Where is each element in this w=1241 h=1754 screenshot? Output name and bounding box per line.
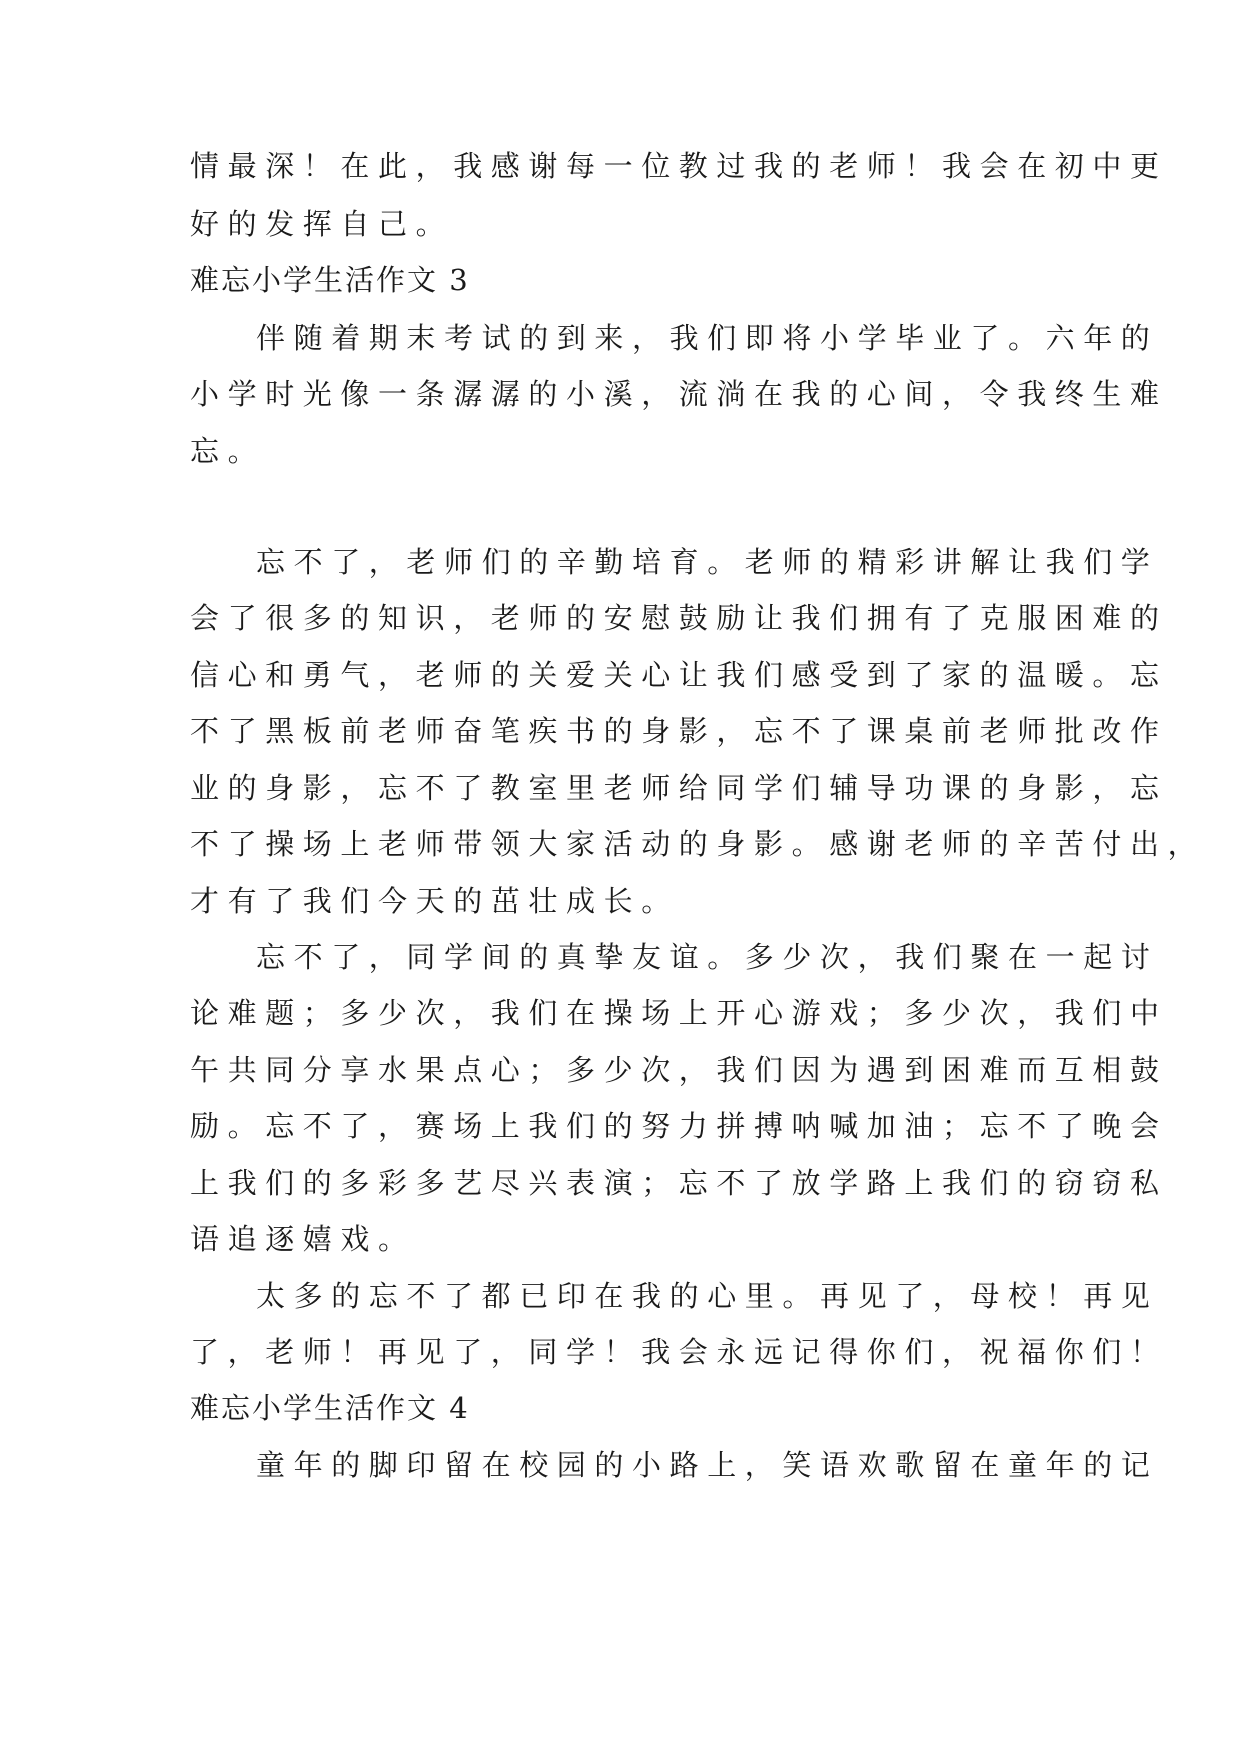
text-line: 好的发挥自己。 bbox=[190, 207, 454, 241]
text-line: 忘。 bbox=[190, 434, 266, 468]
paragraph-start: 伴随着期末考试的到来，我们即将小学毕业了。六年的 bbox=[256, 321, 1159, 355]
text-line: 情最深！在此，我感谢每一位教过我的老师！我会在初中更 bbox=[190, 149, 1168, 183]
paragraph-start: 童年的脚印留在校园的小路上，笑语欢歌留在童年的记 bbox=[256, 1448, 1159, 1482]
text-line: 语追逐嬉戏。 bbox=[190, 1222, 416, 1256]
text-line: 不了黑板前老师奋笔疾书的身影，忘不了课桌前老师批改作 bbox=[190, 714, 1168, 748]
text-line: 业的身影，忘不了教室里老师给同学们辅导功课的身影，忘 bbox=[190, 771, 1168, 805]
paragraph-start: 忘不了，同学间的真挚友谊。多少次，我们聚在一起讨 bbox=[256, 940, 1159, 974]
text-line: 小学时光像一条潺潺的小溪，流淌在我的心间，令我终生难 bbox=[190, 377, 1168, 411]
section-heading-3: 难忘小学生活作文 3 bbox=[190, 263, 470, 297]
text-line: 不了操场上老师带领大家活动的身影。感谢老师的辛苦付出， bbox=[190, 827, 1206, 861]
text-line: 励。忘不了，赛场上我们的努力拼搏呐喊加油；忘不了晚会 bbox=[190, 1109, 1168, 1143]
text-line: 了，老师！再见了，同学！我会永远记得你们，祝福你们！ bbox=[190, 1335, 1168, 1369]
section-heading-4: 难忘小学生活作文 4 bbox=[190, 1391, 470, 1425]
text-line: 午共同分享水果点心；多少次，我们因为遇到困难而互相鼓 bbox=[190, 1053, 1168, 1087]
text-line: 上我们的多彩多艺尽兴表演；忘不了放学路上我们的窃窃私 bbox=[190, 1166, 1168, 1200]
text-line: 信心和勇气，老师的关爱关心让我们感受到了家的温暖。忘 bbox=[190, 658, 1168, 692]
paragraph-start: 太多的忘不了都已印在我的心里。再见了，母校！再见 bbox=[256, 1279, 1159, 1313]
paragraph-start: 忘不了，老师们的辛勤培育。老师的精彩讲解让我们学 bbox=[256, 545, 1159, 579]
text-line: 会了很多的知识，老师的安慰鼓励让我们拥有了克服困难的 bbox=[190, 601, 1168, 635]
text-line: 才有了我们今天的茁壮成长。 bbox=[190, 884, 679, 918]
text-line: 论难题；多少次，我们在操场上开心游戏；多少次，我们中 bbox=[190, 996, 1168, 1030]
